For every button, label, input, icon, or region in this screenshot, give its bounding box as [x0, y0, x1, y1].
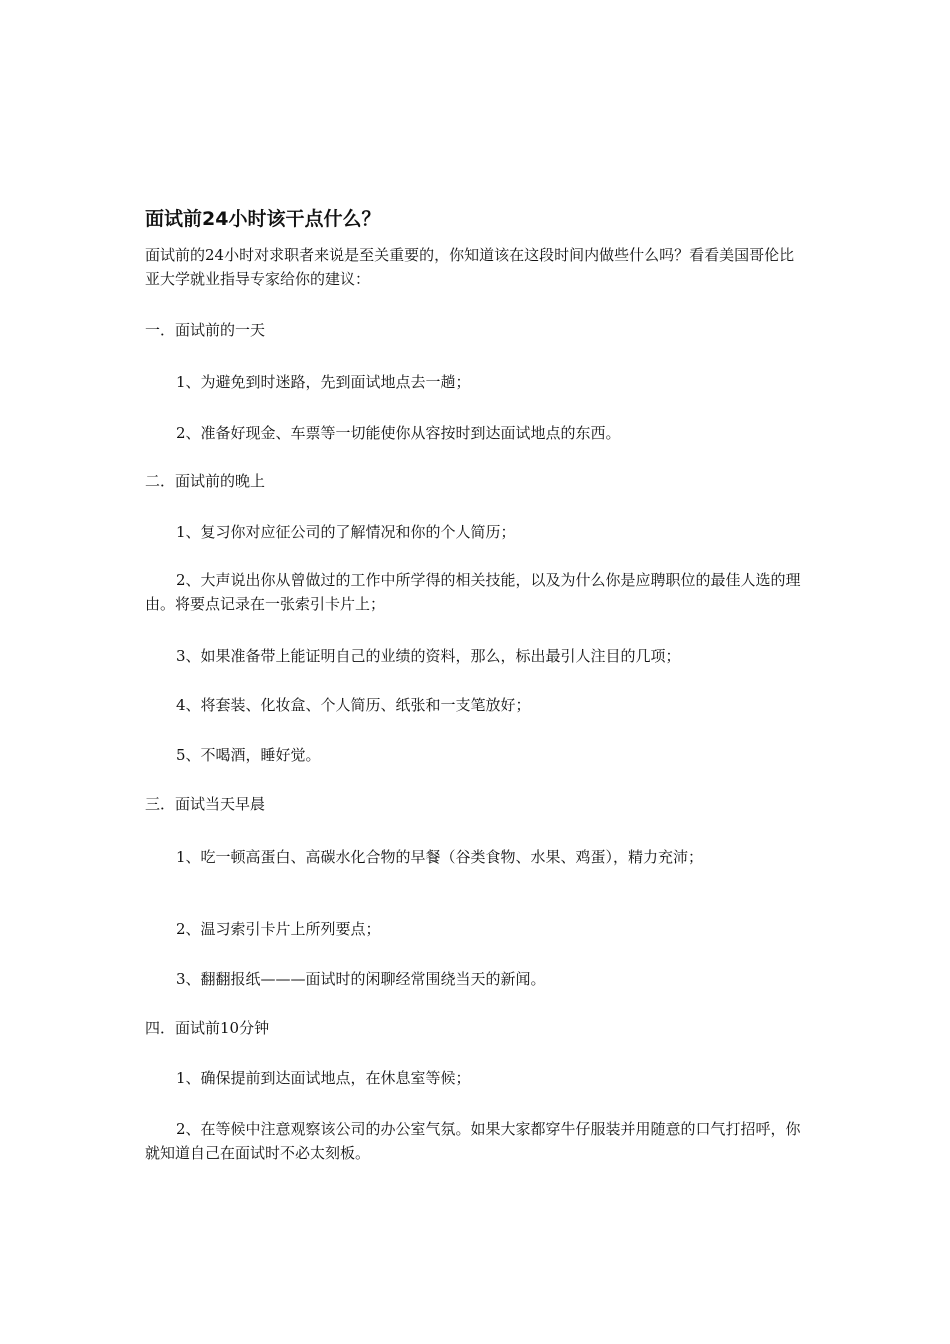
intro-paragraph: 面试前的24小时对求职者来说是至关重要的，你知道该在这段时间内做些什么吗？看看美国哥伦比亚大学就业指导专家给你的建议： — [145, 246, 795, 288]
section-3-item-3: 3、翻翻报纸———面试时的闲聊经常围绕当天的新闻。 — [176, 970, 546, 988]
section-1-item-1: 1、为避免到时迷路，先到面试地点去一趟； — [176, 373, 471, 391]
section-3-item-2: 2、温习索引卡片上所列要点； — [176, 920, 381, 938]
section-heading-4: 四．面试前10分钟 — [145, 1019, 270, 1037]
section-heading-3: 三．面试当天早晨 — [145, 795, 266, 813]
section-4-item-1: 1、确保提前到达面试地点，在休息室等候； — [176, 1069, 471, 1087]
section-2-item-3: 3、如果准备带上能证明自己的业绩的资料，那么，标出最引人注目的几项； — [176, 647, 681, 665]
section-2-item-5: 5、不喝酒，睡好觉。 — [176, 746, 321, 764]
section-4-item-2: 2、在等候中注意观察该公司的办公室气氛。如果大家都穿牛仔服装并用随意的口气打招呼，你就知道自己在面试时不必太刻板。 — [145, 1120, 801, 1162]
section-2-item-2: 2、大声说出你从曾做过的工作中所学得的相关技能，以及为什么你是应聘职位的最佳人选的理由。将要点记录在一张索引卡片上； — [145, 571, 801, 613]
document-title: 面试前24小时该干点什么？ — [145, 208, 381, 230]
section-heading-2: 二．面试前的晚上 — [145, 472, 266, 490]
section-2-item-1: 1、复习你对应征公司的了解情况和你的个人简历； — [176, 523, 516, 541]
section-2-item-4: 4、将套装、化妆盒、个人简历、纸张和一支笔放好； — [176, 696, 531, 714]
section-1-item-2: 2、准备好现金、车票等一切能使你从容按时到达面试地点的东西。 — [176, 424, 621, 442]
section-3-item-1: 1、吃一顿高蛋白、高碳水化合物的早餐（谷类食物、水果、鸡蛋），精力充沛； — [176, 848, 704, 866]
section-heading-1: 一．面试前的一天 — [145, 321, 266, 339]
